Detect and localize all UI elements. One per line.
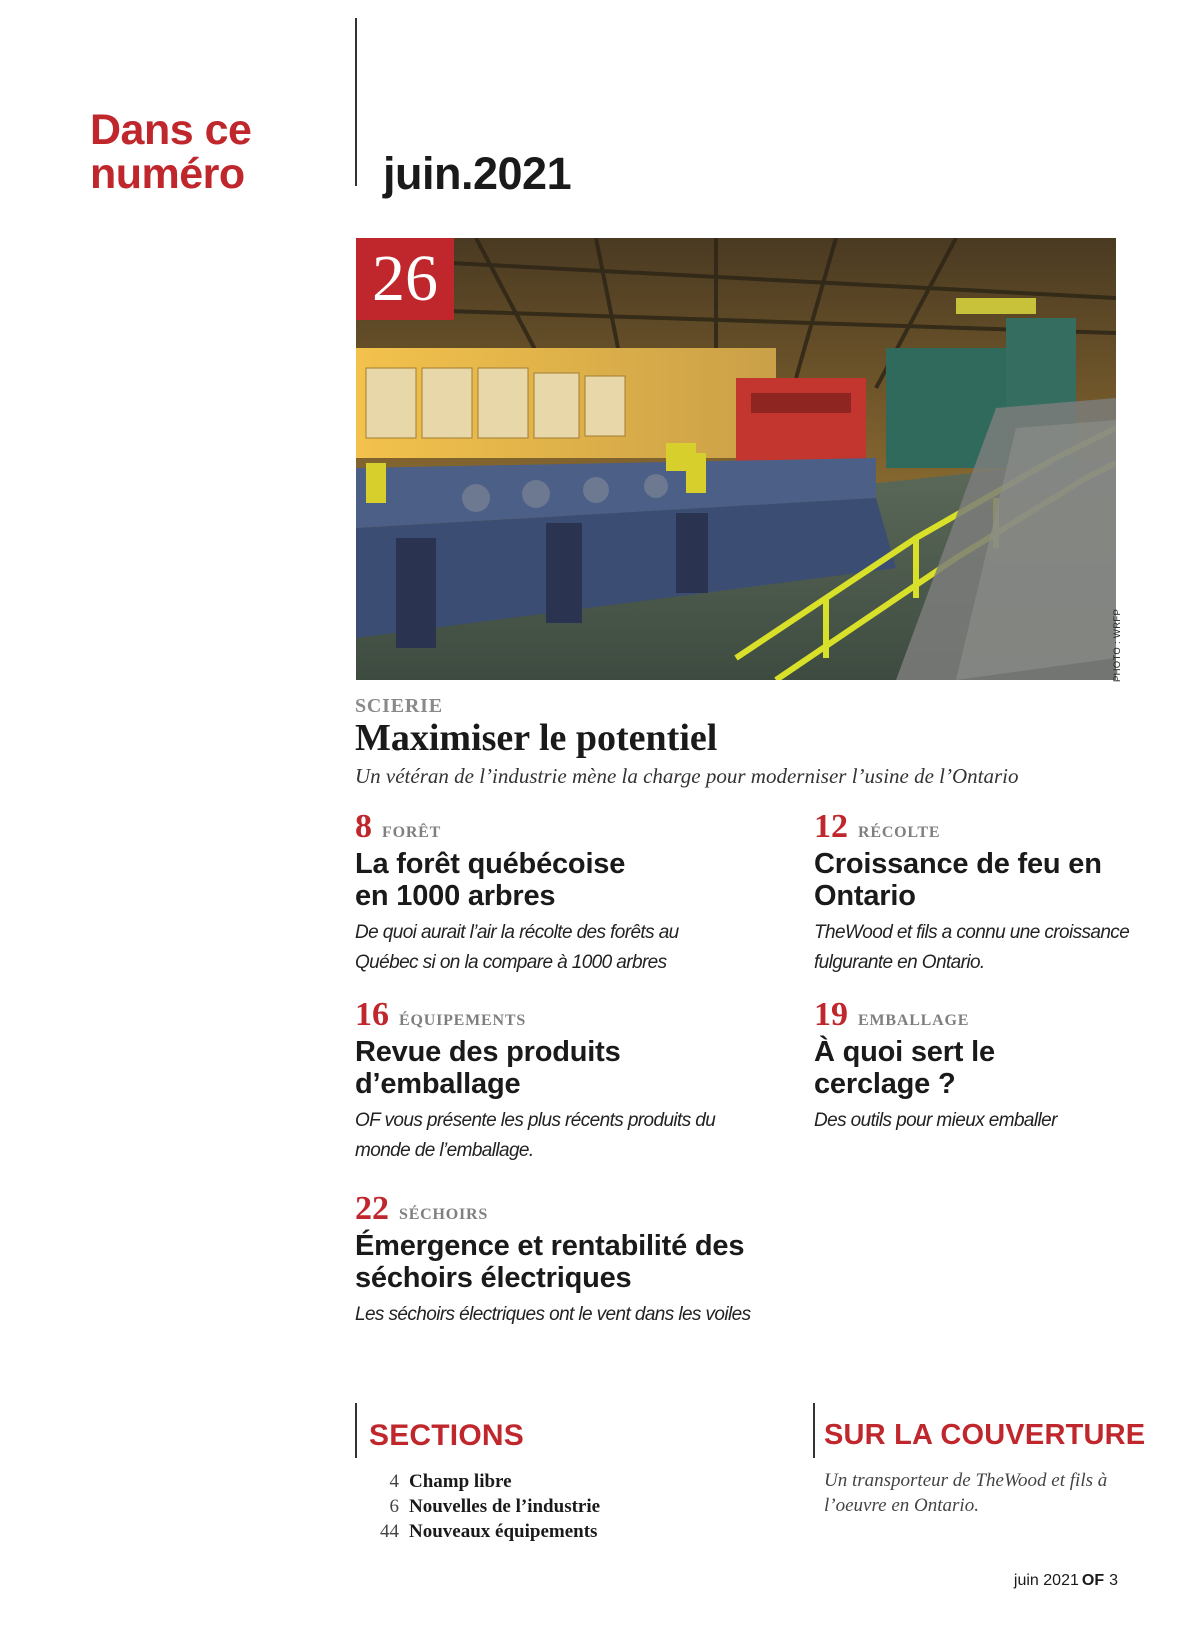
article-description: OF vous présente les plus récents produits du monde de l’emballage. <box>355 1110 716 1161</box>
toc-heading-line2: numéro <box>90 150 245 198</box>
toc-heading-line1: Dans ce <box>90 106 252 154</box>
feature-category: SCIERIE <box>355 695 443 717</box>
section-page-number: 44 <box>380 1521 399 1542</box>
article-header <box>355 808 775 846</box>
article-category: SÉCHOIRS <box>399 1206 489 1223</box>
section-item[interactable] <box>365 1469 600 1494</box>
section-page-number: 4 <box>389 1471 399 1492</box>
article-title: Croissance de feu en Ontario <box>814 848 1102 912</box>
article-category: ÉQUIPEMENTS <box>399 1012 527 1029</box>
page-footer <box>1000 1572 1118 1590</box>
feature-page-badge: 26 <box>356 238 454 320</box>
vertical-divider <box>355 18 357 186</box>
article-header <box>355 1190 825 1228</box>
article-entry[interactable] <box>355 808 775 978</box>
article-header <box>355 996 775 1034</box>
photo-credit: PHOTO : WRFP <box>1112 608 1123 682</box>
article-category: FORÊT <box>382 824 442 841</box>
article-header <box>814 808 1200 846</box>
article-description: De quoi aurait l’air la récolte des forêts au Québec si on la compare à 1000 arbres <box>355 922 679 973</box>
article-header <box>814 996 1200 1034</box>
article-entry[interactable] <box>814 996 1200 1136</box>
article-entry[interactable] <box>814 808 1200 978</box>
article-description: Des outils pour mieux emballer <box>814 1110 1057 1131</box>
section-item[interactable] <box>365 1494 600 1519</box>
article-title: À quoi sert le cerclage ? <box>814 1036 995 1100</box>
article-description: TheWood et fils a connu une croissance fulgurante en Ontario. <box>814 922 1130 973</box>
cover-divider <box>813 1403 815 1458</box>
article-page-number: 19 <box>814 996 848 1033</box>
article-title: La forêt québécoise en 1000 arbres <box>355 848 626 912</box>
article-entry[interactable] <box>355 996 775 1166</box>
footer-brand: OF <box>1081 1572 1105 1589</box>
feature-photo[interactable] <box>356 238 1116 680</box>
article-page-number: 12 <box>814 808 848 845</box>
footer-month: juin 2021 <box>1013 1572 1079 1589</box>
sections-divider <box>355 1403 357 1458</box>
article-category: RÉCOLTE <box>858 824 941 841</box>
cover-heading: SUR LA COUVERTURE <box>824 1419 1146 1451</box>
section-label: Nouvelles de l’industrie <box>409 1496 601 1517</box>
article-entry[interactable] <box>355 1190 825 1330</box>
issue-date: juin.2021 <box>383 148 572 199</box>
feature-subtitle: Un vétéran de l’industrie mène la charge pour moderniser l’usine de l’Ontario <box>355 764 1019 788</box>
page-number: 3 <box>1109 1572 1118 1589</box>
article-description: Les séchoirs électriques ont le vent dans les voiles <box>355 1304 751 1325</box>
toc-heading <box>90 108 251 196</box>
section-item[interactable] <box>365 1519 600 1544</box>
section-label: Champ libre <box>409 1471 512 1492</box>
article-page-number: 8 <box>355 808 372 845</box>
section-page-number: 6 <box>389 1496 399 1517</box>
sawmill-photo-illustration <box>356 238 1116 680</box>
article-category: EMBALLAGE <box>858 1012 970 1029</box>
sections-heading: SECTIONS <box>369 1419 524 1452</box>
feature-title-link[interactable]: Maximiser le potentiel <box>355 717 718 759</box>
cover-description: Un transporteur de TheWood et fils à l’oeuvre en Ontario. <box>824 1470 1108 1516</box>
article-title: Émergence et rentabilité des séchoirs électriques <box>355 1230 745 1294</box>
sections-list <box>365 1469 600 1544</box>
article-page-number: 22 <box>355 1190 389 1227</box>
article-page-number: 16 <box>355 996 389 1033</box>
article-title: Revue des produits d’emballage <box>355 1036 621 1100</box>
section-label: Nouveaux équipements <box>409 1521 598 1542</box>
